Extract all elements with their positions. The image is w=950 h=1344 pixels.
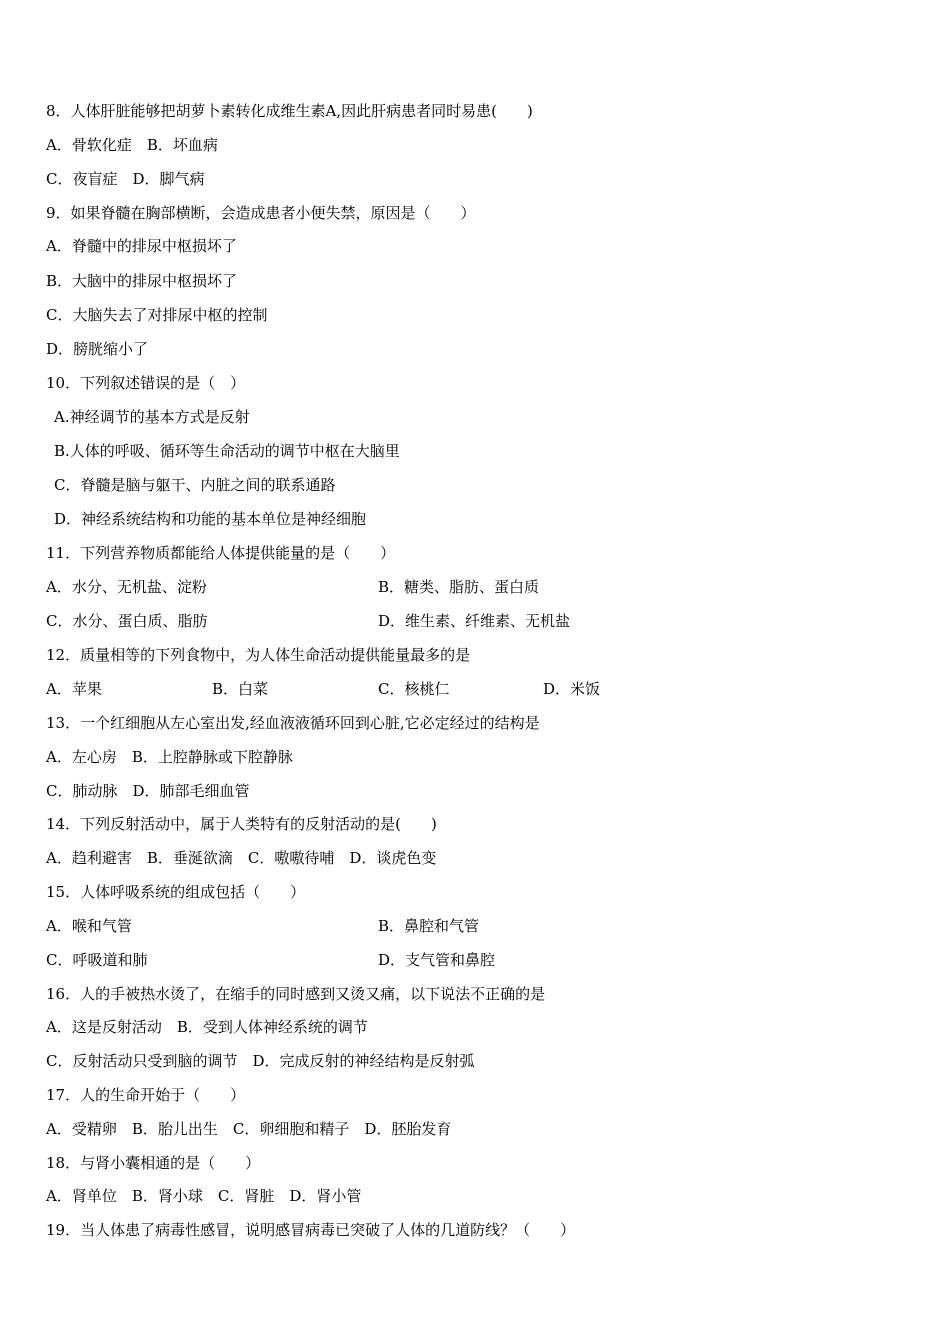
question-15-option-c: C．呼吸道和肺 <box>46 951 148 969</box>
question-8-options-row-1: A．骨软化症 B．坏血病 <box>46 136 218 154</box>
question-8-options-row-2: C．夜盲症 D．脚气病 <box>46 170 205 188</box>
question-9-option-a: A．脊髓中的排尿中枢损坏了 <box>46 237 237 255</box>
question-11-stem: 11．下列营养物质都能给人体提供能量的是（ ） <box>46 544 396 562</box>
question-10-option-d: D．神经系统结构和功能的基本单位是神经细胞 <box>54 510 367 528</box>
question-9-option-b: B．大脑中的排尿中枢损坏了 <box>46 272 238 290</box>
question-15-option-a: A．喉和气管 <box>46 917 132 935</box>
question-9-option-d: D．膀胱缩小了 <box>46 340 149 358</box>
question-9-stem: 9．如果脊髓在胸部横断，会造成患者小便失禁，原因是（ ） <box>46 204 476 222</box>
question-10-option-a: A.神经调节的基本方式是反射 <box>54 408 250 426</box>
question-19-stem: 19．当人体患了病毒性感冒，说明感冒病毒已突破了人体的几道防线？（ ） <box>46 1221 576 1239</box>
question-16-options-row-1: A．这是反射活动 B．受到人体神经系统的调节 <box>46 1018 368 1036</box>
question-13-options-row-2: C．肺动脉 D．肺部毛细血管 <box>46 782 250 800</box>
question-10-option-b: B.人体的呼吸、循环等生命活动的调节中枢在大脑里 <box>54 442 400 460</box>
question-16-stem: 16．人的手被热水烫了，在缩手的同时感到又烫又痛，以下说法不正确的是 <box>46 985 546 1003</box>
question-13-stem: 13．一个红细胞从左心室出发,经血液液循环回到心脏,它必定经过的结构是 <box>46 714 540 732</box>
question-10-stem: 10．下列叙述错误的是（ ） <box>46 374 246 392</box>
question-14-options-row: A．趋利避害 B．垂涎欲滴 C．嗷嗷待哺 D．谈虎色变 <box>46 849 437 867</box>
question-18-stem: 18．与肾小囊相通的是（ ） <box>46 1154 261 1172</box>
question-12-option-a: A．苹果 <box>46 680 102 698</box>
question-10-option-c: C．脊髓是脑与躯干、内脏之间的联系通路 <box>54 476 336 494</box>
question-15-stem: 15．人体呼吸系统的组成包括（ ） <box>46 883 306 901</box>
question-12-option-d: D．米饭 <box>543 680 601 698</box>
question-12-option-c: C．核桃仁 <box>378 680 450 698</box>
question-14-stem: 14．下列反射活动中，属于人类特有的反射活动的是( ) <box>46 815 437 833</box>
question-12-option-b: B．白菜 <box>212 680 269 698</box>
question-12-stem: 12．质量相等的下列食物中，为人体生命活动提供能量最多的是 <box>46 646 471 664</box>
question-16-options-row-2: C．反射活动只受到脑的调节 D．完成反射的神经结构是反射弧 <box>46 1052 475 1070</box>
question-17-stem: 17．人的生命开始于（ ） <box>46 1086 246 1104</box>
question-11-option-a: A．水分、无机盐、淀粉 <box>46 578 207 596</box>
question-15-option-b: B．鼻腔和气管 <box>378 917 480 935</box>
question-11-option-d: D．维生素、纤维素、无机盐 <box>378 612 571 630</box>
question-13-options-row-1: A．左心房 B．上腔静脉或下腔静脉 <box>46 748 293 766</box>
question-15-option-d: D．支气管和鼻腔 <box>378 951 496 969</box>
question-11-option-c: C．水分、蛋白质、脂肪 <box>46 612 208 630</box>
question-17-options-row: A．受精卵 B．胎儿出生 C．卵细胞和精子 D．胚胎发育 <box>46 1120 452 1138</box>
question-18-options-row: A．肾单位 B．肾小球 C．肾脏 D．肾小管 <box>46 1187 362 1205</box>
question-9-option-c: C．大脑失去了对排尿中枢的控制 <box>46 306 268 324</box>
question-8-stem: 8．人体肝脏能够把胡萝卜素转化成维生素A,因此肝病患者同时易患( ) <box>46 102 533 120</box>
question-11-option-b: B．糖类、脂肪、蛋白质 <box>378 578 540 596</box>
